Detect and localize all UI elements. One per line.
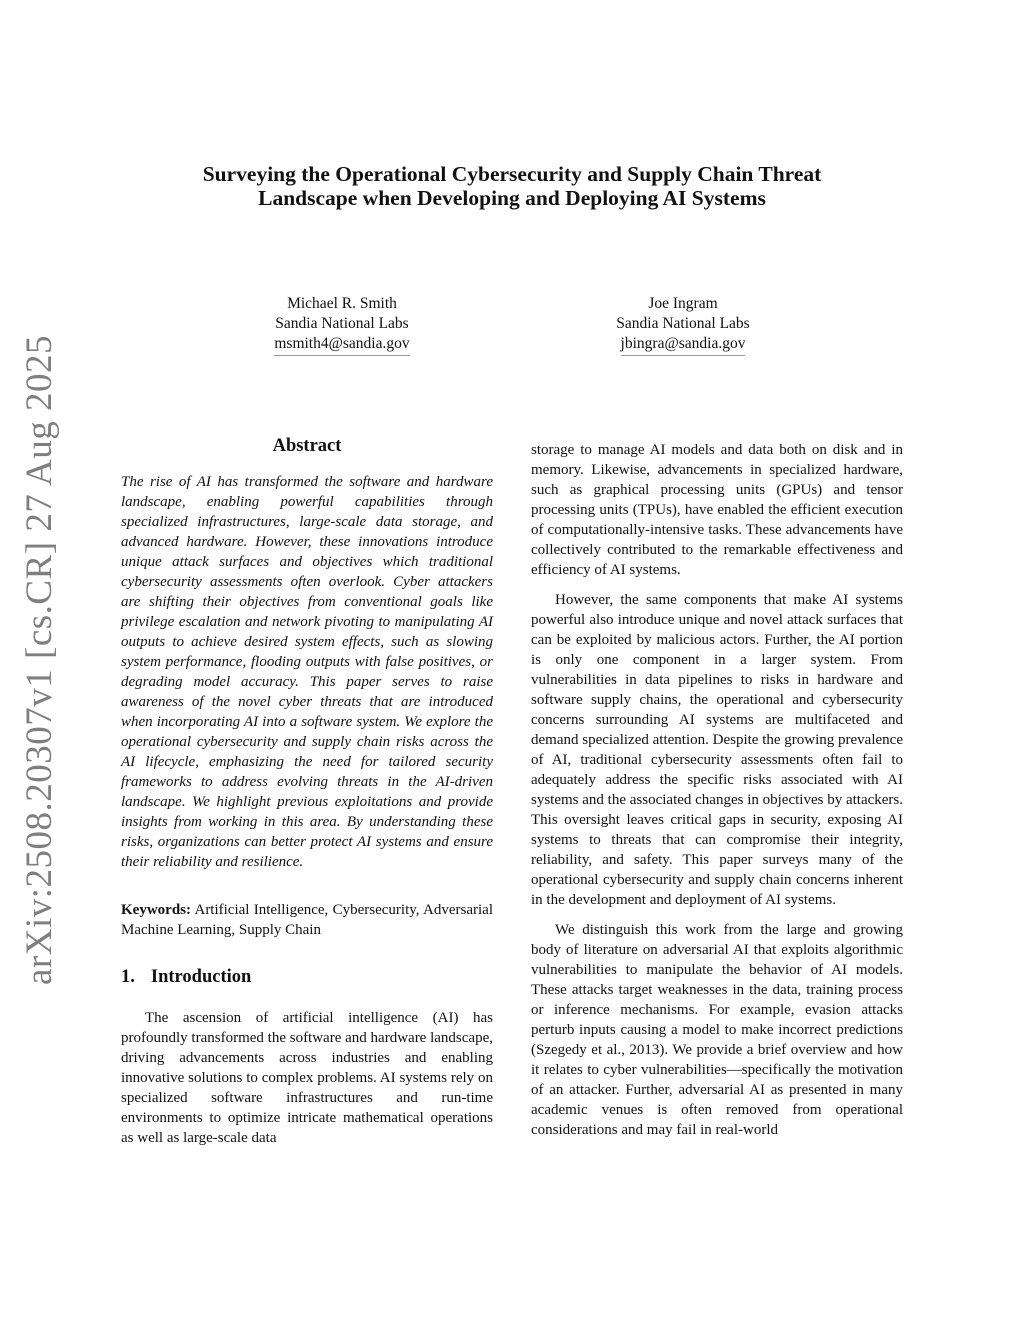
left-column [121, 430, 493, 1148]
author-email-link[interactable]: msmith4@sandia.gov [274, 334, 409, 356]
paper-title-line-1: Surveying the Operational Cybersecurity and Supply Chain Threat [202, 162, 822, 186]
intro-paragraph-continued: storage to manage AI models and data both on disk and in memory. Likewise, advancements in specialized hardware, such as graphical processing units (GPUs) and tensor processing units (TPUs), have enabled the efficient execution of computationally-intensive tasks. These advancements have collectively contributed to the remarkable effectiveness and efficiency of AI systems. [531, 442, 903, 578]
keywords-text: Artificial Intelligence, Cybersecurity, Adversarial Machine Learning, Supply Chain [121, 902, 493, 938]
author-affiliation: Sandia National Labs [275, 315, 409, 332]
author-name: Joe Ingram [648, 295, 718, 312]
keywords-label: Keywords: [121, 902, 191, 918]
paper-title-line-2: Landscape when Developing and Deploying AI Systems [258, 186, 766, 210]
section-number: 1. [121, 967, 135, 987]
intro-paragraph-1: The ascension of artificial intelligence (AI) has profoundly transformed the software and hardware landscape, driving advancements across industries and enabling innovative solutions to complex problems. AI systems rely on specialized software infrastructures and run-time environments to optimize intricate mathematical operations as well as large-scale data [121, 1010, 493, 1146]
abstract-text: The rise of AI has transformed the software and hardware landscape, enabling powerful capabilities through specialized infrastructures, large-scale data storage, and advanced hardware. However, these innovations introduce unique attack surfaces and objectives which traditional cybersecurity assessments often overlook. Cyber attackers are shifting their objectives from conventional goals like privilege escalation and network pivoting to manipulating AI outputs to achieve desired system effects, such as slowing system performance, flooding outputs with false positives, or degrading model accuracy. This paper serves to raise awareness of the novel cyber threats that are introduced when incorporating AI into a software system. We explore the operational cybersecurity and supply chain risks across the AI lifecycle, emphasizing the need for tailored security frameworks to address evolving threats in the AI-driven landscape. We highlight previous exploitations and provide insights from working in this area. By understanding these risks, organizations can better protect AI systems and ensure their reliability and resilience. [121, 474, 493, 870]
abstract-heading: Abstract [272, 436, 342, 456]
author-affiliation: Sandia National Labs [616, 315, 750, 332]
keywords [121, 900, 493, 940]
author-block-1 [212, 294, 472, 356]
right-column [531, 440, 903, 1150]
section-heading-introduction [121, 966, 493, 988]
intro-paragraph-2: However, the same components that make AI systems powerful also introduce unique and novel attack surfaces that can be exploited by malicious actors. Further, the AI portion is only one component in a larger system. From vulnerabilities in data pipelines to risks in hardware and software supply chains, the operational and cybersecurity concerns surrounding AI systems are multifaceted and demand specialized attention. Despite the growing prevalence of AI, traditional cybersecurity assessments often fail to adequately address the specific risks associated with AI systems and the associated changes in objectives by attackers. This oversight leaves critical gaps in security, exposing AI systems to threats that can compromise their integrity, reliability, and safety. This paper surveys many of the operational cybersecurity and supply chain concerns inherent in the development and deployment of AI systems. [531, 592, 903, 908]
paper-title [100, 162, 924, 210]
intro-paragraph-3: We distinguish this work from the large and growing body of literature on adversarial AI that exploits algorithmic vulnerabilities to manipulate the behavior of AI models. These attacks target weaknesses in the data, training process or inference mechanisms. For example, evasion attacks perturb inputs causing a model to make incorrect predictions (Szegedy et al., 2013). We provide a brief overview and how it relates to cyber vulnerabilities—specifically the motivation of an attacker. Further, adversarial AI as presented in many academic venues is often removed from operational considerations and may fail in real-world [531, 922, 903, 1138]
author-block-2 [553, 294, 813, 356]
author-email-link[interactable]: jbingra@sandia.gov [621, 334, 746, 356]
arxiv-identifier-stamp: arXiv:2508.20307v1 [cs.CR] 27 Aug 2025 [19, 334, 60, 985]
author-name: Michael R. Smith [287, 295, 397, 312]
section-title: Introduction [150, 967, 252, 987]
